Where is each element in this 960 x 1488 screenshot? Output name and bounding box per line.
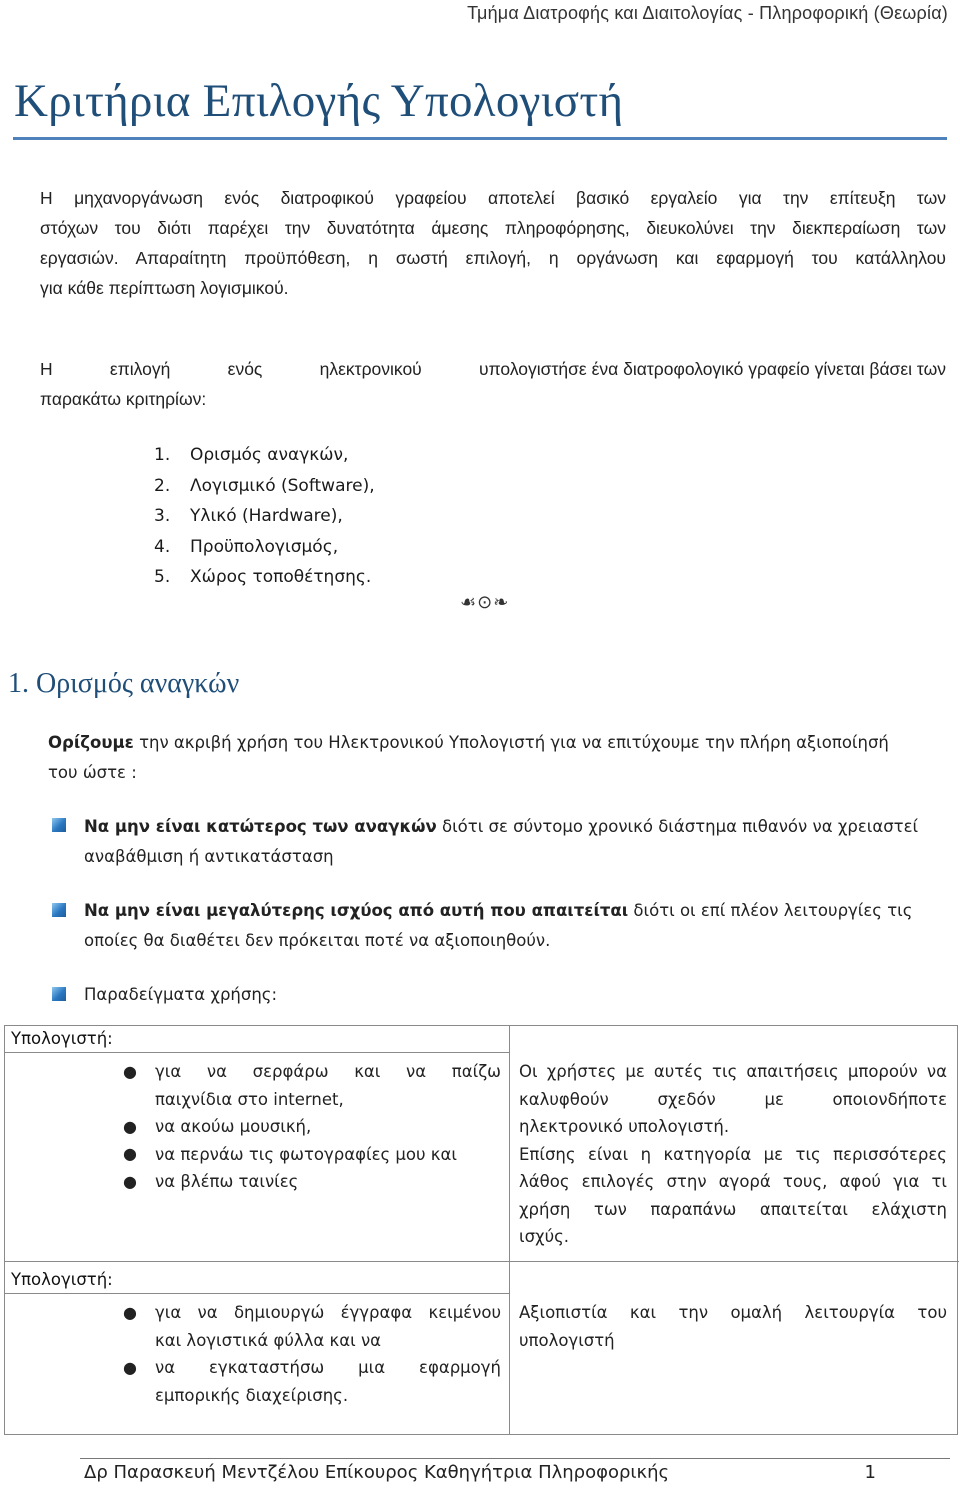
running-header: Τμήμα Διατροφής και Διαιτολογίας - Πληροφορική (Θεωρία)	[467, 3, 948, 23]
bullet-dot-icon: ●	[123, 1172, 137, 1191]
criteria-intro-left: Η επιλογή ενός ηλεκτρονικού υπολογιστή	[40, 359, 569, 379]
table-row-line	[5, 1293, 509, 1294]
criteria-item: 4. Προϋπολογισμός,	[154, 536, 339, 557]
criteria-intro	[40, 354, 946, 414]
section-heading-number: 1.	[8, 668, 29, 699]
page-number: 1	[864, 1462, 876, 1483]
footer-author: Δρ Παρασκευή Μεντζέλου Επίκουρος Καθηγήτρια Πληροφορικής	[84, 1462, 670, 1483]
criteria-intro-line2: παρακάτω κριτηρίων:	[40, 389, 207, 409]
section-heading-text: Ορισμός αναγκών	[36, 668, 240, 699]
row-label: Υπολογιστή:	[11, 1270, 113, 1289]
usage-list: ● για να δημιουργώ έγγραφα κειμένου και λογιστικά φύλλα και να ● να εγκαταστήσω μια εφαρμογή εμπορικής διαχείρισης.	[155, 1299, 501, 1409]
table-row-line	[5, 1052, 509, 1053]
criteria-item: 3. Υλικό (Hardware),	[154, 506, 343, 526]
bullet-dot-icon: ●	[123, 1117, 137, 1136]
table-column-divider	[509, 1026, 510, 1434]
intro-line: στόχων του διότι παρέχει την δυνατότητα άμεσης πληροφόρησης, διευκολύνει την διεκπεραίωση των	[40, 218, 946, 238]
usage-note: Οι χρήστες με αυτές τις απαιτήσεις μπορούν να καλυφθούν σχεδόν με οποιονδήποτε ηλεκτρονικό υπολογιστή. Επίσης είναι η κατηγορία με τις περισσότερες λάθος επιλογές στην αγορά τους, αφού για τι χρήση των παραπάνω απαιτείται ελάχιστη ισχύς.	[519, 1062, 947, 1246]
square-bullet-icon	[52, 818, 66, 832]
page-title: Κριτήρια Επιλογής Υπολογιστή	[14, 75, 624, 127]
intro-line: για κάθε περίπτωση λογισμικού.	[40, 278, 289, 298]
footer-rule	[80, 1458, 950, 1459]
criteria-intro-right: σε ένα διατροφολογικό γραφείο γίνεται βάσει των	[568, 359, 946, 379]
bullet-dot-icon: ●	[123, 1303, 137, 1322]
page-footer	[84, 1462, 876, 1483]
usage-examples-table	[4, 1025, 958, 1435]
definition-bold: Ορίζουμε	[48, 733, 134, 752]
bullet-item: Παραδείγματα χρήσης:	[84, 985, 278, 1004]
usage-note: Αξιοπιστία και την ομαλή λειτουργία του υπολογιστή	[519, 1303, 947, 1350]
bullet-dot-icon: ●	[123, 1358, 137, 1377]
criteria-item: 5. Χώρος τοποθέτησης.	[154, 567, 372, 587]
definition-paragraph: Ορίζουμε την ακριβή χρήση του Ηλεκτρονικού Υπολογιστή για να επιτύχουμε την πλήρη αξιοποίησή του ώστε :	[48, 733, 889, 782]
usage-list: ● για να σερφάρω και να παίζω παιχνίδια στο internet, ● να ακούω μουσική, ● να περνάω τις φωτογραφίες μου και ● να βλέπω ταινίες	[155, 1058, 501, 1196]
row-label: Υπολογιστή:	[11, 1029, 113, 1048]
bullet-dot-icon: ●	[123, 1144, 137, 1163]
criteria-item: 1. Ορισμός αναγκών,	[154, 445, 349, 465]
square-bullet-icon	[52, 987, 66, 1001]
criteria-item: 2. Λογισμικό (Software),	[154, 475, 375, 496]
criteria-intro-line1	[40, 354, 946, 384]
title-underline	[13, 137, 947, 140]
intro-line: Η μηχανοργάνωση ενός διατροφικού γραφείου αποτελεί βασικό εργαλείο για την επίτευξη των	[40, 188, 946, 208]
criteria-list	[154, 440, 375, 593]
section-heading	[8, 668, 239, 700]
table-row-line	[5, 1261, 959, 1262]
bullet-item: Να μην είναι κατώτερος των αναγκών διότι σε σύντομο χρονικό διάστημα πιθανόν να χρειαστεί αναβάθμιση ή αντικατάσταση	[84, 817, 919, 866]
bullet-item: Να μην είναι μεγαλύτερης ισχύος από αυτή που απαιτείται διότι οι επί πλέον λειτουργίες τις οποίες θα διαθέτει δεν πρόκειται ποτέ να αξιοποιηθούν.	[84, 901, 913, 950]
intro-line: εργασιών. Απαραίτητη προϋπόθεση, η σωστή επιλογή, η οργάνωση και εφαρμογή του κατάλληλου	[40, 248, 946, 268]
ornament-divider: ☙⊙❧	[460, 592, 510, 612]
bullet-dot-icon: ●	[123, 1062, 137, 1081]
intro-paragraph	[40, 183, 946, 303]
square-bullet-icon	[52, 903, 66, 917]
